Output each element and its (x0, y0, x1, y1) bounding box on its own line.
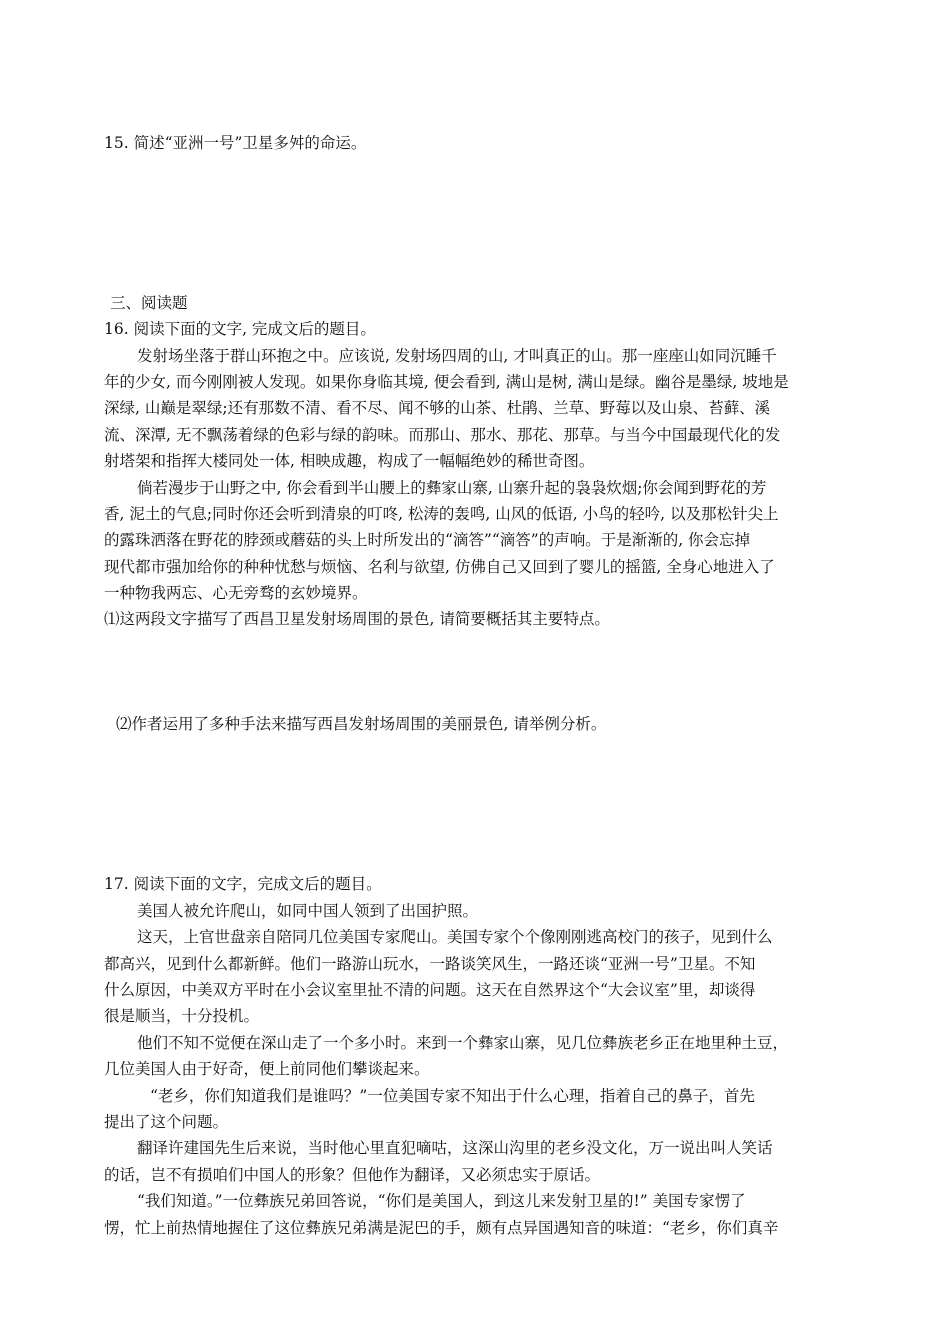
q16-passage-line: 发射场坐落于群山环抱之中。应该说, 发射场四周的山, 才叫真正的山。那一座座山如同沉睡千 (137, 347, 777, 365)
q16-passage-line: 流、深潭, 无不飘荡着绿的色彩与绿的韵味。而那山、那水、那花、那草。与当今中国最现代化的发 (104, 426, 781, 444)
q17-passage-line: 什么原因，中美双方平时在小会议室里扯不清的问题。这天在自然界这个“大会议室”里，却谈得 (104, 981, 756, 999)
q17-passage-line: 都高兴，见到什么都新鲜。他们一路游山玩水，一路谈笑风生，一路还谈“亚洲一号”卫星。不知 (104, 955, 756, 973)
q17-passage-line: 很是顺当，十分投机。 (104, 1007, 260, 1025)
q16-passage-line: 现代都市强加给你的种种忧愁与烦恼、名利与欲望, 仿佛自己又回到了婴儿的摇篮, 全身心地进入了 (104, 558, 775, 576)
q17-passage-line: 提出了这个问题。 (104, 1113, 229, 1131)
section-heading: 三、阅读题 (110, 294, 188, 312)
q17-passage-line: 翻译许建国先生后来说，当时他心里直犯嘀咕，这深山沟里的老乡没文化，万一说出叫人笑话 (137, 1139, 773, 1157)
q16-sub-question-1: ⑴这两段文字描写了西昌卫星发射场周围的景色, 请简要概括其主要特点。 (104, 610, 610, 628)
q16-passage-line: 倘若漫步于山野之中, 你会看到半山腰上的彝家山寨, 山寨升起的袅袅炊烟;你会闻到野花的芳 (137, 479, 767, 497)
q16-passage-line: 年的少女, 而今刚刚被人发现。如果你身临其境, 便会看到, 满山是树, 满山是绿。幽谷是墨绿, 坡地是 (104, 373, 789, 391)
q16-passage-line: 的露珠洒落在野花的脖颈或蘑菇的头上时所发出的“滴答”“滴答”的声响。于是渐渐的, 你会忘掉 (104, 531, 751, 549)
q17-passage-line: 几位美国人由于好奇，便上前同他们攀谈起来。 (104, 1060, 430, 1078)
q16-sub-question-2: ⑵作者运用了多种手法来描写西昌发射场周围的美丽景色, 请举例分析。 (116, 715, 607, 733)
q17-passage-line: 这天，上官世盘亲自陪同几位美国专家爬山。美国专家个个像刚刚逃高校门的孩子，见到什么 (137, 928, 773, 946)
question-15: 15. 简述“亚洲一号”卫星多舛的命运。 (104, 134, 367, 152)
q17-passage-line: “老乡，你们知道我们是谁吗？”一位美国专家不知出于什么心理，指着自己的鼻子，首先 (150, 1087, 755, 1105)
question-16-prompt: 16. 阅读下面的文字, 完成文后的题目。 (104, 320, 376, 338)
q16-passage-line: 香, 泥土的气息;同时你还会听到清泉的叮咚, 松涛的轰鸣, 山风的低语, 小鸟的轻吟, 以及那松针尖上 (104, 505, 779, 523)
question-17-prompt: 17. 阅读下面的文字，完成文后的题目。 (104, 875, 382, 893)
q17-passage-line: “我们知道。”一位彝族兄弟回答说，“你们是美国人，到这儿来发射卫星的!” 美国专家愣了 (137, 1192, 746, 1210)
q16-passage-line: 一种物我两忘、心无旁骛的玄妙境界。 (104, 584, 368, 602)
q16-passage-line: 射塔架和指挥大楼同处一体, 相映成趣，构成了一幅幅绝妙的稀世奇图。 (104, 452, 595, 470)
q17-passage-line: 美国人被允许爬山，如同中国人领到了出国护照。 (137, 902, 479, 920)
q17-passage-line: 愣，忙上前热情地握住了这位彝族兄弟满是泥巴的手，颇有点异国遇知音的味道：“老乡，你们真辛 (104, 1219, 779, 1237)
q16-passage-line: 深绿, 山巅是翠绿;还有那数不清、看不尽、闻不够的山茶、杜鹃、兰草、野莓以及山泉、苔藓、溪 (104, 399, 771, 417)
q17-passage-line: 他们不知不觉便在深山走了一个多小时。来到一个彝家山寨，见几位彝族老乡正在地里种土豆， (137, 1034, 789, 1052)
q17-passage-line: 的话，岂不有损咱们中国人的形象？但他作为翻译，又必须忠实于原话。 (104, 1166, 601, 1184)
